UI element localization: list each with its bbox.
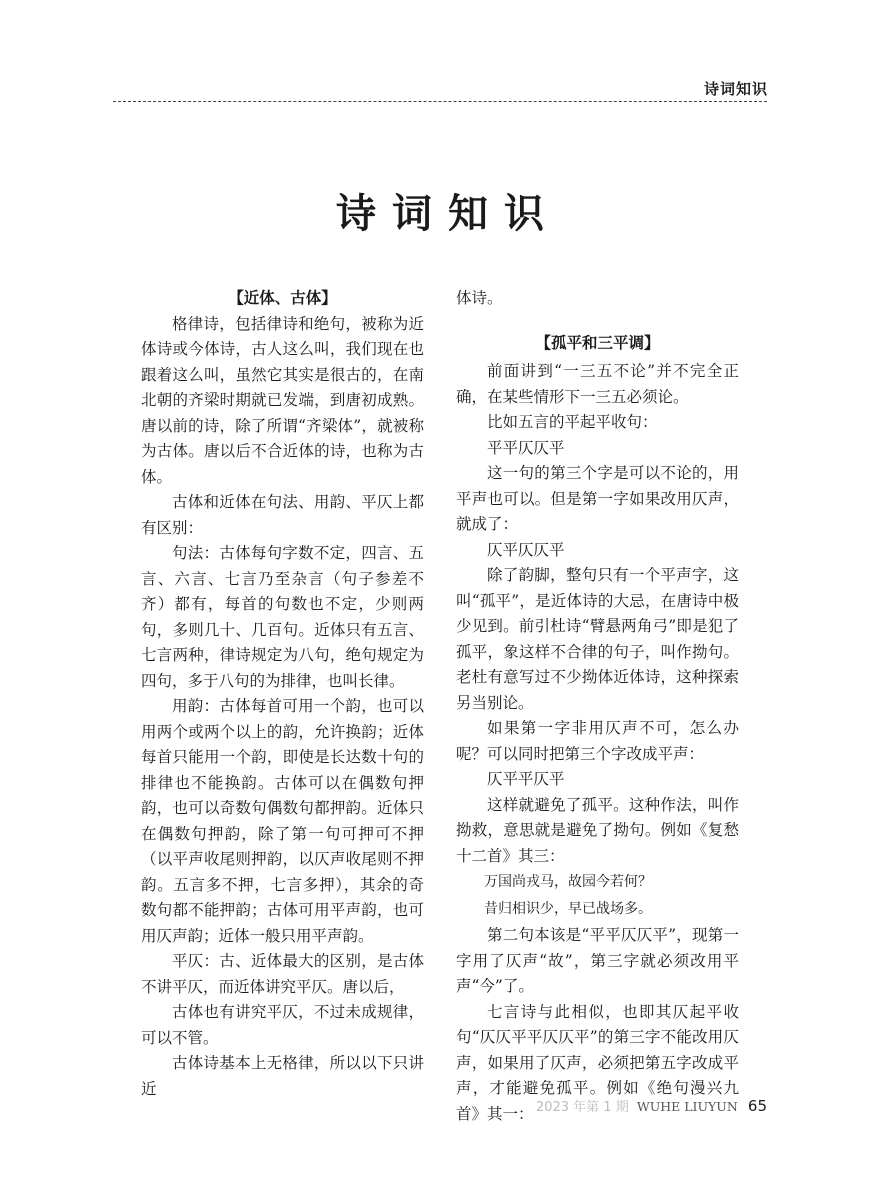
right-column <box>456 286 739 1127</box>
paragraph: 句法：古体每句字数不定，四言、五言、六言、七言乃至杂言（句子参差不齐）都有，每首的句数也不定，少则两句，多则几十、几百句。近体只有五言、七言两种，律诗规定为八句，绝句规定为四句，多于八句的为排律，也叫长律。 <box>141 544 424 690</box>
paragraph: 古体诗基本上无格律，所以以下只讲近 <box>141 1054 424 1098</box>
paragraph: 七言诗与此相似，也即其仄起平收句“仄仄平平仄仄平”的第三字不能改用仄声，如果用了仄声，必须把第五字改成平声，才能避免孤平。例如《绝句漫兴九首》其一： <box>456 1002 739 1123</box>
paragraph-continuation: 体诗。 <box>456 289 503 307</box>
paragraph: 前面讲到“一三五不论”并不完全正确，在某些情形下一三五必须论。 <box>456 362 739 406</box>
paragraph: 古体也有讲究平仄，不过未成规律，可以不管。 <box>141 1003 424 1047</box>
paragraph: 古体和近体在句法、用韵、平仄上都有区别： <box>141 493 424 537</box>
paragraph: 如果第一字非用仄声不可，怎么办呢？可以同时把第三个字改成平声： <box>456 719 739 763</box>
header-divider <box>113 101 767 102</box>
issue-label: 2023 年第 1 期 <box>535 1100 629 1115</box>
poem-quote-line: 昔归相识少，早已战场多。 <box>484 901 652 917</box>
tone-pattern: 平平仄仄平 <box>487 438 565 457</box>
paragraph: 第二句本该是“平平仄仄平”，现第一字用了仄声“故”，第三字就必须改用平声“今”了。 <box>456 926 739 995</box>
paragraph: 格律诗，包括律诗和绝句，被称为近体诗或今体诗，古人这么叫，我们现在也跟着这么叫，虽然它其实是很古的，在南北朝的齐梁时期就已发端，到唐初成熟。唐以前的诗，除了所谓“齐梁体”，就被称为古体。唐以后不合近体的诗，也称为古体。 <box>141 314 424 486</box>
tone-pattern: 仄平平仄平 <box>487 770 565 788</box>
journal-brand: WUHE LIUYUN <box>636 1099 738 1114</box>
tone-pattern: 仄平仄仄平 <box>487 540 565 559</box>
paragraph: 除了韵脚，整句只有一个平声字，这叫“孤平”，是近体诗的大忌，在唐诗中极少见到。前引杜诗“臂悬两角弓”即是犯了孤平，象这样不合律的句子，叫作拗句。老杜有意写过不少拗体近体诗，这种探索另当别论。 <box>456 566 739 712</box>
paragraph: 平仄：古、近体最大的区别，是古体不讲平仄，而近体讲究平仄。唐以后， <box>141 952 424 996</box>
page-footer <box>536 1096 767 1115</box>
header-section-label: 诗词知识 <box>703 80 768 98</box>
paragraph: 比如五言的平起平收句： <box>487 413 658 431</box>
paragraph: 这样就避免了孤平。这种作法，叫作拗救，意思就是避免了拗句。例如《复愁十二首》其三： <box>456 795 739 865</box>
section-heading-lonely-ping: 【孤平和三平调】 <box>535 333 660 352</box>
section-heading-modern-ancient: 【近体、古体】 <box>228 289 337 307</box>
poem-quote-line: 万国尚戎马，故园今若何？ <box>484 874 652 890</box>
left-column <box>141 286 424 1102</box>
page-title: 诗词知识 <box>336 190 560 237</box>
page-number: 65 <box>747 1097 767 1115</box>
paragraph: 用韵：古体每首可用一个韵，也可以用两个或两个以上的韵，允许换韵；近体每首只能用一个韵，即使是长达数十句的排律也不能换韵。古体可以在偶数句押韵，也可以奇数句偶数句都押韵。近体只在偶数句押韵，除了第一句可押可不押（以平声收尾则押韵，以仄声收尾则不押韵。五言多不押，七言多押），其余的奇数句都不能押韵；古体可用平声韵，也可用仄声韵；近体一般只用平声韵。 <box>141 697 424 945</box>
paragraph: 这一句的第三个字是可以不论的，用平声也可以。但是第一字如果改用仄声，就成了： <box>456 464 739 533</box>
